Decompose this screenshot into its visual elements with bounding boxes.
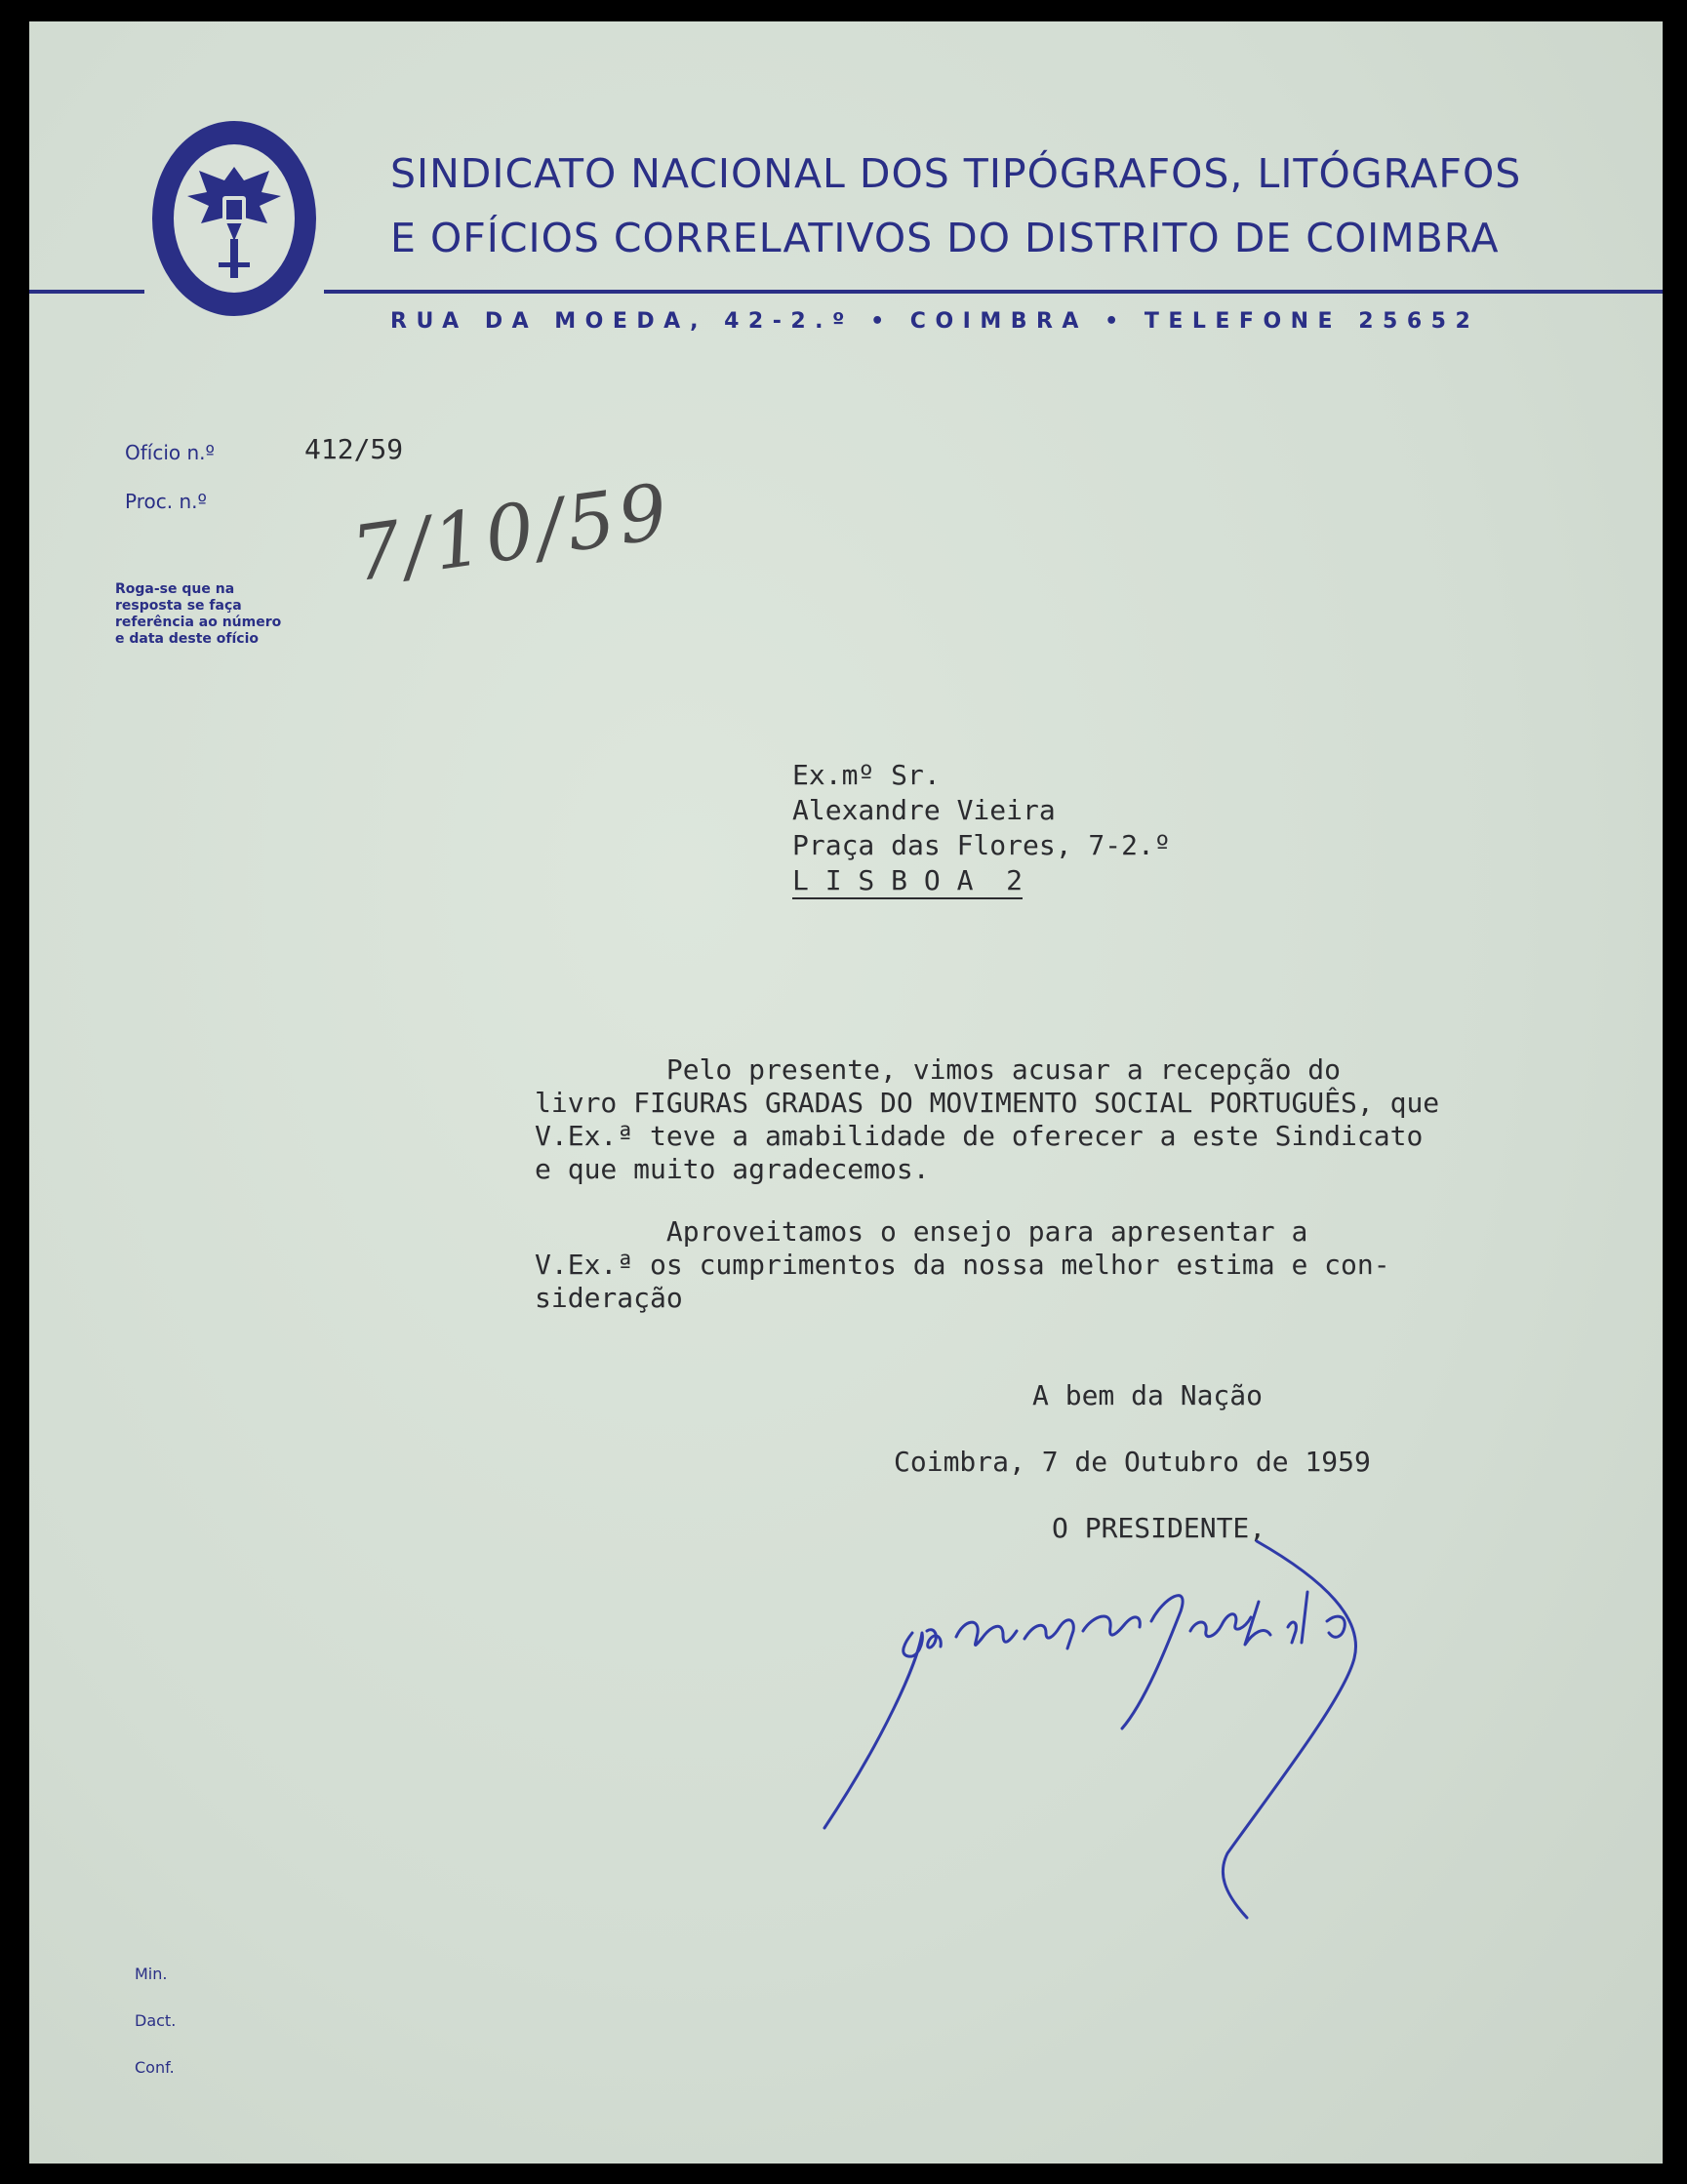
- footer-conf-label: Conf.: [135, 2058, 175, 2077]
- body-p2-line-3: sideração: [535, 1282, 683, 1314]
- letterhead-address: RUA DA MOEDA, 42-2.º • COIMBRA • TELEFONE 25652: [390, 309, 1480, 334]
- body-p1-line-1: Pelo presente, vimos acusar a recepção do: [535, 1053, 1342, 1086]
- body-p1-line-3: V.Ex.ª teve a amabilidade de oferecer a este Sindicato: [535, 1120, 1424, 1152]
- body-p1-line-4: e que muito agradecemos.: [535, 1153, 930, 1185]
- union-name-line-2: E OFÍCIOS CORRELATIVOS DO DISTRITO DE COIMBRA: [390, 215, 1500, 261]
- recipient-name: Alexandre Vieira: [792, 794, 1056, 826]
- union-name-line-1: SINDICATO NACIONAL DOS TIPÓGRAFOS, LITÓGRAFOS: [390, 150, 1522, 197]
- closing-place-date: Coimbra, 7 de Outubro de 1959: [894, 1446, 1371, 1478]
- oficio-label: Ofício n.º: [125, 441, 215, 464]
- oficio-number: 412/59: [304, 433, 404, 465]
- recipient-title: Ex.mº Sr.: [792, 759, 941, 791]
- handwritten-signature: [29, 21, 1663, 2164]
- letter-page: [29, 21, 1663, 2164]
- body-p2-line-2: V.Ex.ª os cumprimentos da nossa melhor estima e con-: [535, 1249, 1390, 1281]
- closing-salutation: A bem da Nação: [1032, 1379, 1264, 1411]
- recipient-city: L I S B O A 2: [792, 864, 1023, 899]
- footer-min-label: Min.: [135, 1965, 168, 1983]
- handwritten-date: 7/10/59: [346, 467, 677, 600]
- signatory-title: O PRESIDENTE,: [1052, 1512, 1266, 1544]
- recipient-street: Praça das Flores, 7-2.º: [792, 829, 1171, 861]
- reply-reference-note: Roga-se que na resposta se faça referência ao número e data deste ofício: [115, 581, 282, 647]
- footer-dact-label: Dact.: [135, 2011, 177, 2030]
- proc-label: Proc. n.º: [125, 490, 207, 513]
- body-p1-line-2: livro FIGURAS GRADAS DO MOVIMENTO SOCIAL PORTUGUÊS, que: [535, 1087, 1440, 1119]
- body-p2-line-1: Aproveitamos o ensejo para apresentar a: [535, 1215, 1308, 1248]
